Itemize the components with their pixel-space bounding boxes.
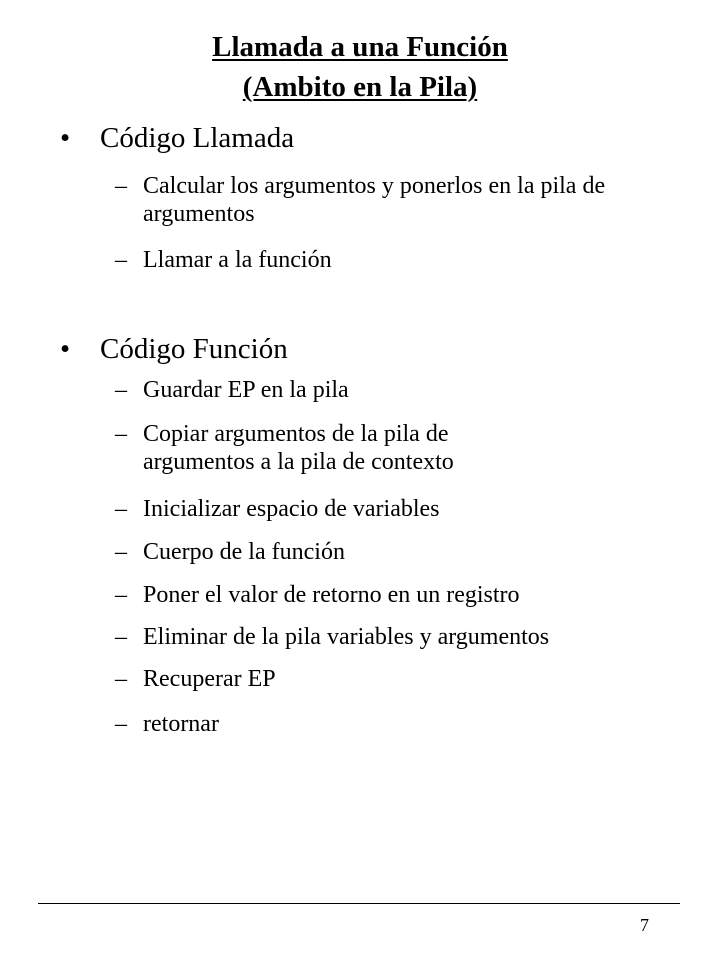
dash-icon: – — [115, 247, 127, 273]
list-item-text: Copiar argumentos de la pila de argumentos a la pila de contexto — [143, 421, 454, 475]
bullet-icon: • — [60, 333, 71, 365]
dash-icon: – — [115, 539, 127, 565]
dash-icon: – — [115, 666, 127, 692]
dash-icon: – — [115, 624, 127, 650]
page-number: 7 — [640, 915, 649, 935]
slide-subtitle: (Ambito en la Pila) — [242, 71, 478, 103]
list-item — [115, 538, 675, 566]
dash-icon: – — [115, 377, 127, 403]
list-item-text: retornar — [143, 711, 219, 737]
dash-icon: – — [115, 582, 127, 608]
list-item-text: Inicializar espacio de variables — [143, 496, 440, 522]
bullet-heading: Código Función — [100, 333, 288, 365]
dash-icon: – — [115, 173, 127, 199]
dash-icon: – — [115, 421, 127, 447]
list-item — [115, 495, 675, 523]
list-item — [115, 710, 675, 738]
list-item — [115, 172, 675, 228]
list-item-text: Calcular los argumentos y ponerlos en la pila de argumentos — [143, 173, 606, 227]
list-item — [115, 376, 675, 404]
footer-divider — [38, 903, 680, 904]
list-item-text: Cuerpo de la función — [143, 539, 345, 565]
bullet-heading: Código Llamada — [100, 122, 295, 154]
slide-title: Llamada a una Función — [212, 31, 508, 63]
dash-icon: – — [115, 711, 127, 737]
list-item-text: Llamar a la función — [143, 247, 332, 273]
list-item-text: Eliminar de la pila variables y argumentos — [143, 624, 550, 650]
bullet-codigo-llamada — [60, 121, 294, 155]
list-item-text: Poner el valor de retorno en un registro — [143, 582, 520, 608]
bullet-icon: • — [60, 122, 71, 154]
list-item — [115, 623, 675, 651]
dash-icon: – — [115, 496, 127, 522]
list-item — [115, 420, 675, 476]
list-item-text: Recuperar EP — [143, 666, 276, 692]
bullet-codigo-funcion — [60, 332, 288, 366]
list-item — [115, 246, 675, 274]
list-item-text: Guardar EP en la pila — [143, 377, 349, 403]
list-item — [115, 665, 675, 693]
list-item — [115, 581, 675, 609]
